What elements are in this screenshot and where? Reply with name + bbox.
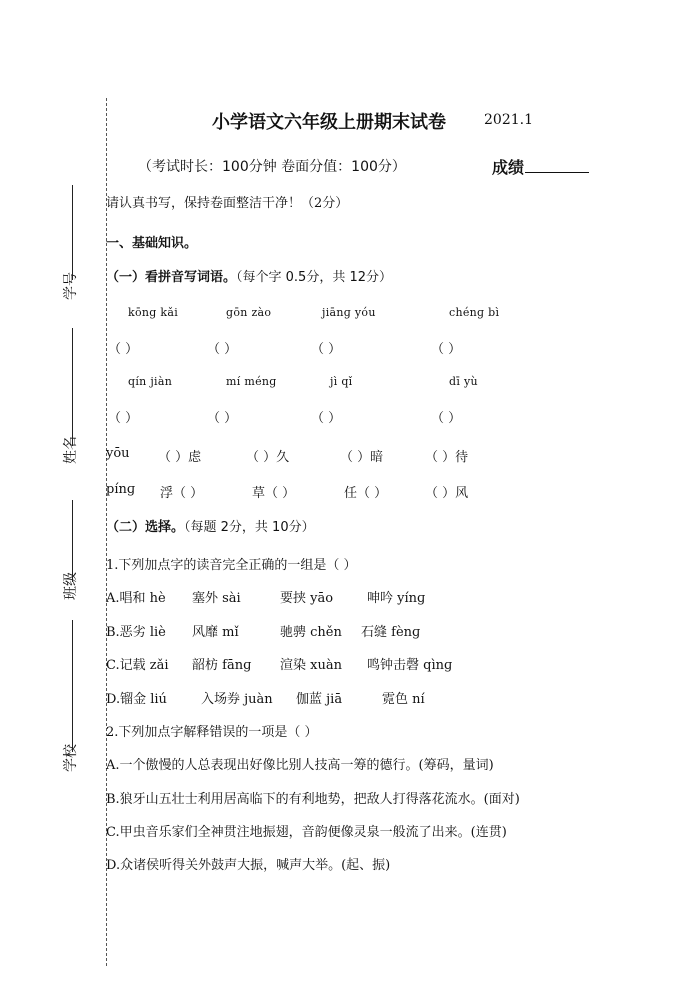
part1-note: （每个字 0.5分，共 12分） [236,270,392,285]
pinyin-8: dī yù [449,375,478,388]
score-label: 成绩 [492,158,525,177]
pinyin-3: jiānɡ yóu [322,306,376,319]
pinyin-6: mí ménɡ [226,375,277,388]
fill-item-5[interactable]: 浮（ ） [160,486,204,501]
q1-option-d-4: 霓色 ní [382,692,425,707]
fill-item-4[interactable]: （ ）待 [425,450,469,465]
part2-note: （每题 2分，共 10分） [184,520,315,535]
answer-blank-2[interactable]: （ ） [207,342,238,357]
q2-option-b[interactable]: B.狼牙山五壮士利用居高临下的有利地势，把敌人打得落花流水。(面对) [106,792,520,807]
answer-blank-8[interactable]: （ ） [431,411,462,426]
q1-option-c-2: 韶枋 fānɡ [192,658,252,673]
answer-blank-4[interactable]: （ ） [431,342,462,357]
pinyin-5: qín jiàn [128,375,173,388]
answer-blank-5[interactable]: （ ） [108,411,139,426]
school-field[interactable] [72,620,73,752]
exam-date: 2021.1 [484,112,533,128]
exam-meta: （考试时长：100分钟 卷面分值：100分） [138,159,406,175]
part2-title: （二）选择。 [106,520,185,535]
side-label-name: 姓名 [63,436,79,464]
row4-lead-pinyin: pínɡ [106,482,136,497]
q1-option-a-4: 呻吟 yínɡ [367,591,426,606]
answer-blank-6[interactable]: （ ） [207,411,238,426]
part1-heading [106,266,392,285]
answer-blank-1[interactable]: （ ） [108,342,139,357]
fill-item-1[interactable]: （ ）虑 [158,450,202,465]
side-label-student-id: 学号 [63,272,79,300]
score-field[interactable] [525,172,589,173]
row3-lead-pinyin: yōu [106,446,130,461]
question-1-stem: 1.下列加点字的读音完全正确的一组是（ ） [106,558,357,573]
q1-option-a-3: 要挟 yāo [280,591,334,606]
side-label-school: 学校 [63,744,79,772]
pinyin-7: jì qǐ [330,375,353,388]
q1-option-a-2: 塞外 sài [192,591,241,606]
pinyin-4: chénɡ bì [449,306,500,319]
side-label-class: 班级 [63,572,79,600]
answer-blank-7[interactable]: （ ） [311,411,342,426]
q1-option-b-3: 驰骋 chěn [280,625,342,640]
pinyin-1: kōng kǎi [128,306,179,319]
q2-option-d[interactable]: D.众诸侯听得关外鼓声大振，喊声大举。(起、振) [106,858,391,873]
q1-option-c-1[interactable]: C.记载 zǎi [106,658,169,673]
part1-title: （一）看拼音写词语。 [106,270,237,285]
q1-option-d-2: 入场券 juàn [201,692,273,707]
q1-option-b-2: 风靡 mǐ [192,625,239,640]
pinyin-2: gōn zào [226,306,272,319]
q1-option-c-4: 鸣钟击磬 qìnɡ [367,658,453,673]
q1-option-a-1[interactable]: A.唱和 hè [106,591,166,606]
fill-item-8[interactable]: （ ）风 [425,486,469,501]
question-2-stem: 2.下列加点字解释错误的一项是（ ） [106,725,318,740]
name-field[interactable] [72,328,73,446]
page-title: 小学语文六年级上册期末试卷 [212,112,446,133]
part2-heading [106,516,315,535]
q1-option-b-1[interactable]: B.恶劣 liè [106,625,166,640]
q1-option-b-4: 石缝 fènɡ [361,625,421,640]
notice-text: 请认真书写，保持卷面整洁干净！（2分） [106,196,349,211]
fill-item-7[interactable]: 任（ ） [344,486,388,501]
class-field[interactable] [72,500,73,582]
q2-option-a[interactable]: A.一个傲慢的人总表现出好像比别人技高一筹的德行。(筹码，量词) [106,758,494,773]
q1-option-d-1[interactable]: D.镏金 liú [106,692,167,707]
q2-option-c[interactable]: C.甲虫音乐家们全神贯注地振翅，音韵便像灵泉一般流了出来。(连贯) [106,825,507,840]
answer-blank-3[interactable]: （ ） [311,342,342,357]
q1-option-d-3: 伽蓝 jiā [296,692,343,707]
fill-item-2[interactable]: （ ）久 [246,450,290,465]
section-basic-title: 一、基础知识。 [106,236,198,251]
student-id-field[interactable] [72,185,73,280]
fill-item-6[interactable]: 草（ ） [252,486,296,501]
fill-item-3[interactable]: （ ）暗 [340,450,384,465]
q1-option-c-3: 渲染 xuàn [280,658,342,673]
